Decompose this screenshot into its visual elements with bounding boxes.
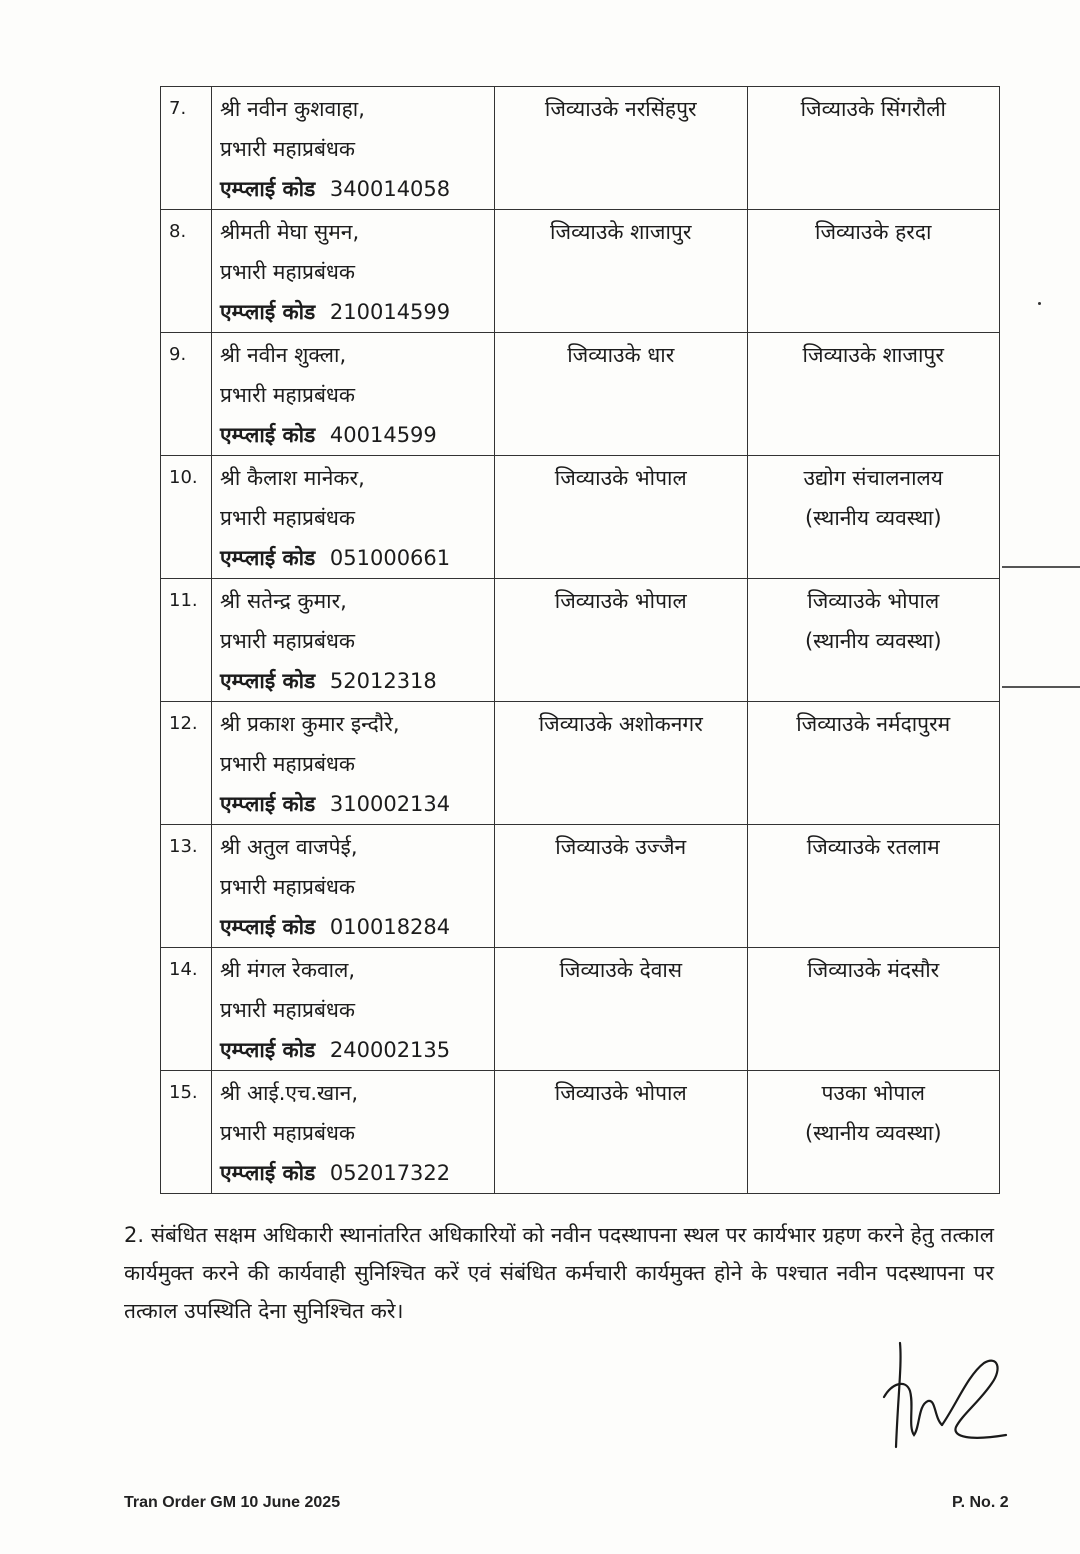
employee-code-number: 052017322 <box>329 1161 451 1185</box>
officer-cell <box>212 456 495 579</box>
employee-code-number: 240002135 <box>329 1038 451 1062</box>
officer-cell <box>212 579 495 702</box>
transfer-table <box>160 86 1000 1194</box>
new-posting <box>747 210 1000 333</box>
officer-designation: प्रभारी महाप्रबंधक <box>220 998 355 1022</box>
officer-name: श्री सतेन्द्र कुमार, <box>220 589 347 613</box>
officer-name: श्री मंगल रेकवाल, <box>220 958 356 982</box>
officer-designation: प्रभारी महाप्रबंधक <box>220 506 355 530</box>
officer-cell <box>212 333 495 456</box>
signature <box>880 1335 1010 1455</box>
new-posting-place: जिव्याउके शाजापुर <box>802 343 944 367</box>
new-posting <box>747 825 1000 948</box>
employee-code-label: एम्प्लाई कोड <box>220 1038 316 1062</box>
employee-code-label: एम्प्लाई कोड <box>220 423 316 447</box>
employee-code-number: 010018284 <box>329 915 451 939</box>
officer-designation: प्रभारी महाप्रबंधक <box>220 752 355 776</box>
officer-cell <box>212 825 495 948</box>
new-posting-place: जिव्याउके मंदसौर <box>807 958 940 982</box>
scan-speck <box>1038 302 1041 305</box>
officer-cell <box>212 702 495 825</box>
current-posting: जिव्याउके भोपाल <box>495 1071 748 1194</box>
serial-number: 15. <box>161 1071 212 1194</box>
employee-code <box>220 1030 486 1070</box>
officer-cell <box>212 87 495 210</box>
serial-number: 8. <box>161 210 212 333</box>
officer-name: श्री नवीन कुशवाहा, <box>220 97 365 121</box>
officer-designation: प्रभारी महाप्रबंधक <box>220 875 355 899</box>
table-row <box>161 825 1000 948</box>
employee-code <box>220 784 486 824</box>
employee-code-number: 051000661 <box>329 546 451 570</box>
employee-code <box>220 538 486 578</box>
officer-name: श्री अतुल वाजपेई, <box>220 835 358 859</box>
current-posting: जिव्याउके उज्जैन <box>495 825 748 948</box>
officer-designation: प्रभारी महाप्रबंधक <box>220 137 355 161</box>
new-posting-note: (स्थानीय व्यवस्था) <box>804 506 942 530</box>
table-row <box>161 210 1000 333</box>
employee-code <box>220 292 486 332</box>
officer-cell <box>212 948 495 1071</box>
employee-code-label: एम्प्लाई कोड <box>220 300 316 324</box>
new-posting-note: (स्थानीय व्यवस्था) <box>804 1121 942 1145</box>
new-posting <box>747 702 1000 825</box>
current-posting: जिव्याउके भोपाल <box>495 579 748 702</box>
serial-number: 12. <box>161 702 212 825</box>
new-posting <box>747 456 1000 579</box>
officer-cell <box>212 210 495 333</box>
table-row <box>161 948 1000 1071</box>
serial-number: 9. <box>161 333 212 456</box>
officer-name: श्री कैलाश मानेकर, <box>220 466 365 490</box>
officer-name: श्री नवीन शुक्ला, <box>220 343 347 367</box>
new-posting <box>747 87 1000 210</box>
employee-code-number: 310002134 <box>329 792 451 816</box>
table-row <box>161 456 1000 579</box>
table-row <box>161 87 1000 210</box>
new-posting-place: जिव्याउके नर्मदापुरम <box>796 712 951 736</box>
new-posting-note: (स्थानीय व्यवस्था) <box>804 629 942 653</box>
employee-code <box>220 415 486 455</box>
current-posting: जिव्याउके भोपाल <box>495 456 748 579</box>
new-posting <box>747 333 1000 456</box>
new-posting-place: जिव्याउके सिंगरौली <box>800 97 946 121</box>
employee-code-number: 210014599 <box>329 300 451 324</box>
table-row <box>161 579 1000 702</box>
serial-number: 10. <box>161 456 212 579</box>
officer-designation: प्रभारी महाप्रबंधक <box>220 383 355 407</box>
employee-code-label: एम्प्लाई कोड <box>220 792 316 816</box>
current-posting: जिव्याउके शाजापुर <box>495 210 748 333</box>
employee-code <box>220 907 486 947</box>
officer-cell <box>212 1071 495 1194</box>
employee-code-label: एम्प्लाई कोड <box>220 177 316 201</box>
paragraph-2: 2. संबंधित सक्षम अधिकारी स्थानांतरित अधिकारियों को नवीन पदस्थापना स्थल पर कार्यभार ग्रहण करने हेतु तत्काल कार्यमुक्त करने की कार्यवाही सुनिश्चित करें एवं संबंधित कर्मचारी कार्यमुक्त होने के पश्चात नवीन पदस्थापना पर तत्काल उपस्थिति देना सुनिश्चित करे। <box>124 1223 994 1323</box>
new-posting-place: जिव्याउके हरदा <box>815 220 932 244</box>
employee-code <box>220 169 486 209</box>
scan-edge-line <box>1002 566 1080 568</box>
scan-edge-line <box>1002 686 1080 688</box>
employee-code-number: 340014058 <box>329 177 451 201</box>
serial-number: 13. <box>161 825 212 948</box>
officer-designation: प्रभारी महाप्रबंधक <box>220 1121 355 1145</box>
footer-reference: Tran Order GM 10 June 2025 <box>124 1494 341 1511</box>
serial-number: 11. <box>161 579 212 702</box>
current-posting: जिव्याउके देवास <box>495 948 748 1071</box>
employee-code-number: 40014599 <box>329 423 437 447</box>
table-row <box>161 333 1000 456</box>
employee-code-label: एम्प्लाई कोड <box>220 1161 316 1185</box>
new-posting-place: पउका भोपाल <box>821 1081 925 1105</box>
current-posting: जिव्याउके अशोकनगर <box>495 702 748 825</box>
employee-code-label: एम्प्लाई कोड <box>220 546 316 570</box>
table-row <box>161 1071 1000 1194</box>
employee-code-label: एम्प्लाई कोड <box>220 669 316 693</box>
serial-number: 14. <box>161 948 212 1071</box>
table-row <box>161 702 1000 825</box>
current-posting: जिव्याउके नरसिंहपुर <box>495 87 748 210</box>
employee-code-number: 52012318 <box>329 669 437 693</box>
officer-name: श्री आई.एच.खान, <box>220 1081 359 1105</box>
officer-designation: प्रभारी महाप्रबंधक <box>220 629 355 653</box>
serial-number: 7. <box>161 87 212 210</box>
new-posting <box>747 579 1000 702</box>
new-posting-place: जिव्याउके भोपाल <box>807 589 940 613</box>
table-body <box>161 87 1000 1194</box>
new-posting <box>747 1071 1000 1194</box>
officer-name: श्रीमती मेघा सुमन, <box>220 220 360 244</box>
officer-name: श्री प्रकाश कुमार इन्दौरे, <box>220 712 400 736</box>
page-number: P. No. 2 <box>952 1494 1009 1511</box>
new-posting-place: जिव्याउके रतलाम <box>806 835 940 859</box>
employee-code-label: एम्प्लाई कोड <box>220 915 316 939</box>
current-posting: जिव्याउके धार <box>495 333 748 456</box>
new-posting-place: उद्योग संचालनालय <box>803 466 943 490</box>
employee-code <box>220 1153 486 1193</box>
new-posting <box>747 948 1000 1071</box>
officer-designation: प्रभारी महाप्रबंधक <box>220 260 355 284</box>
employee-code <box>220 661 486 701</box>
